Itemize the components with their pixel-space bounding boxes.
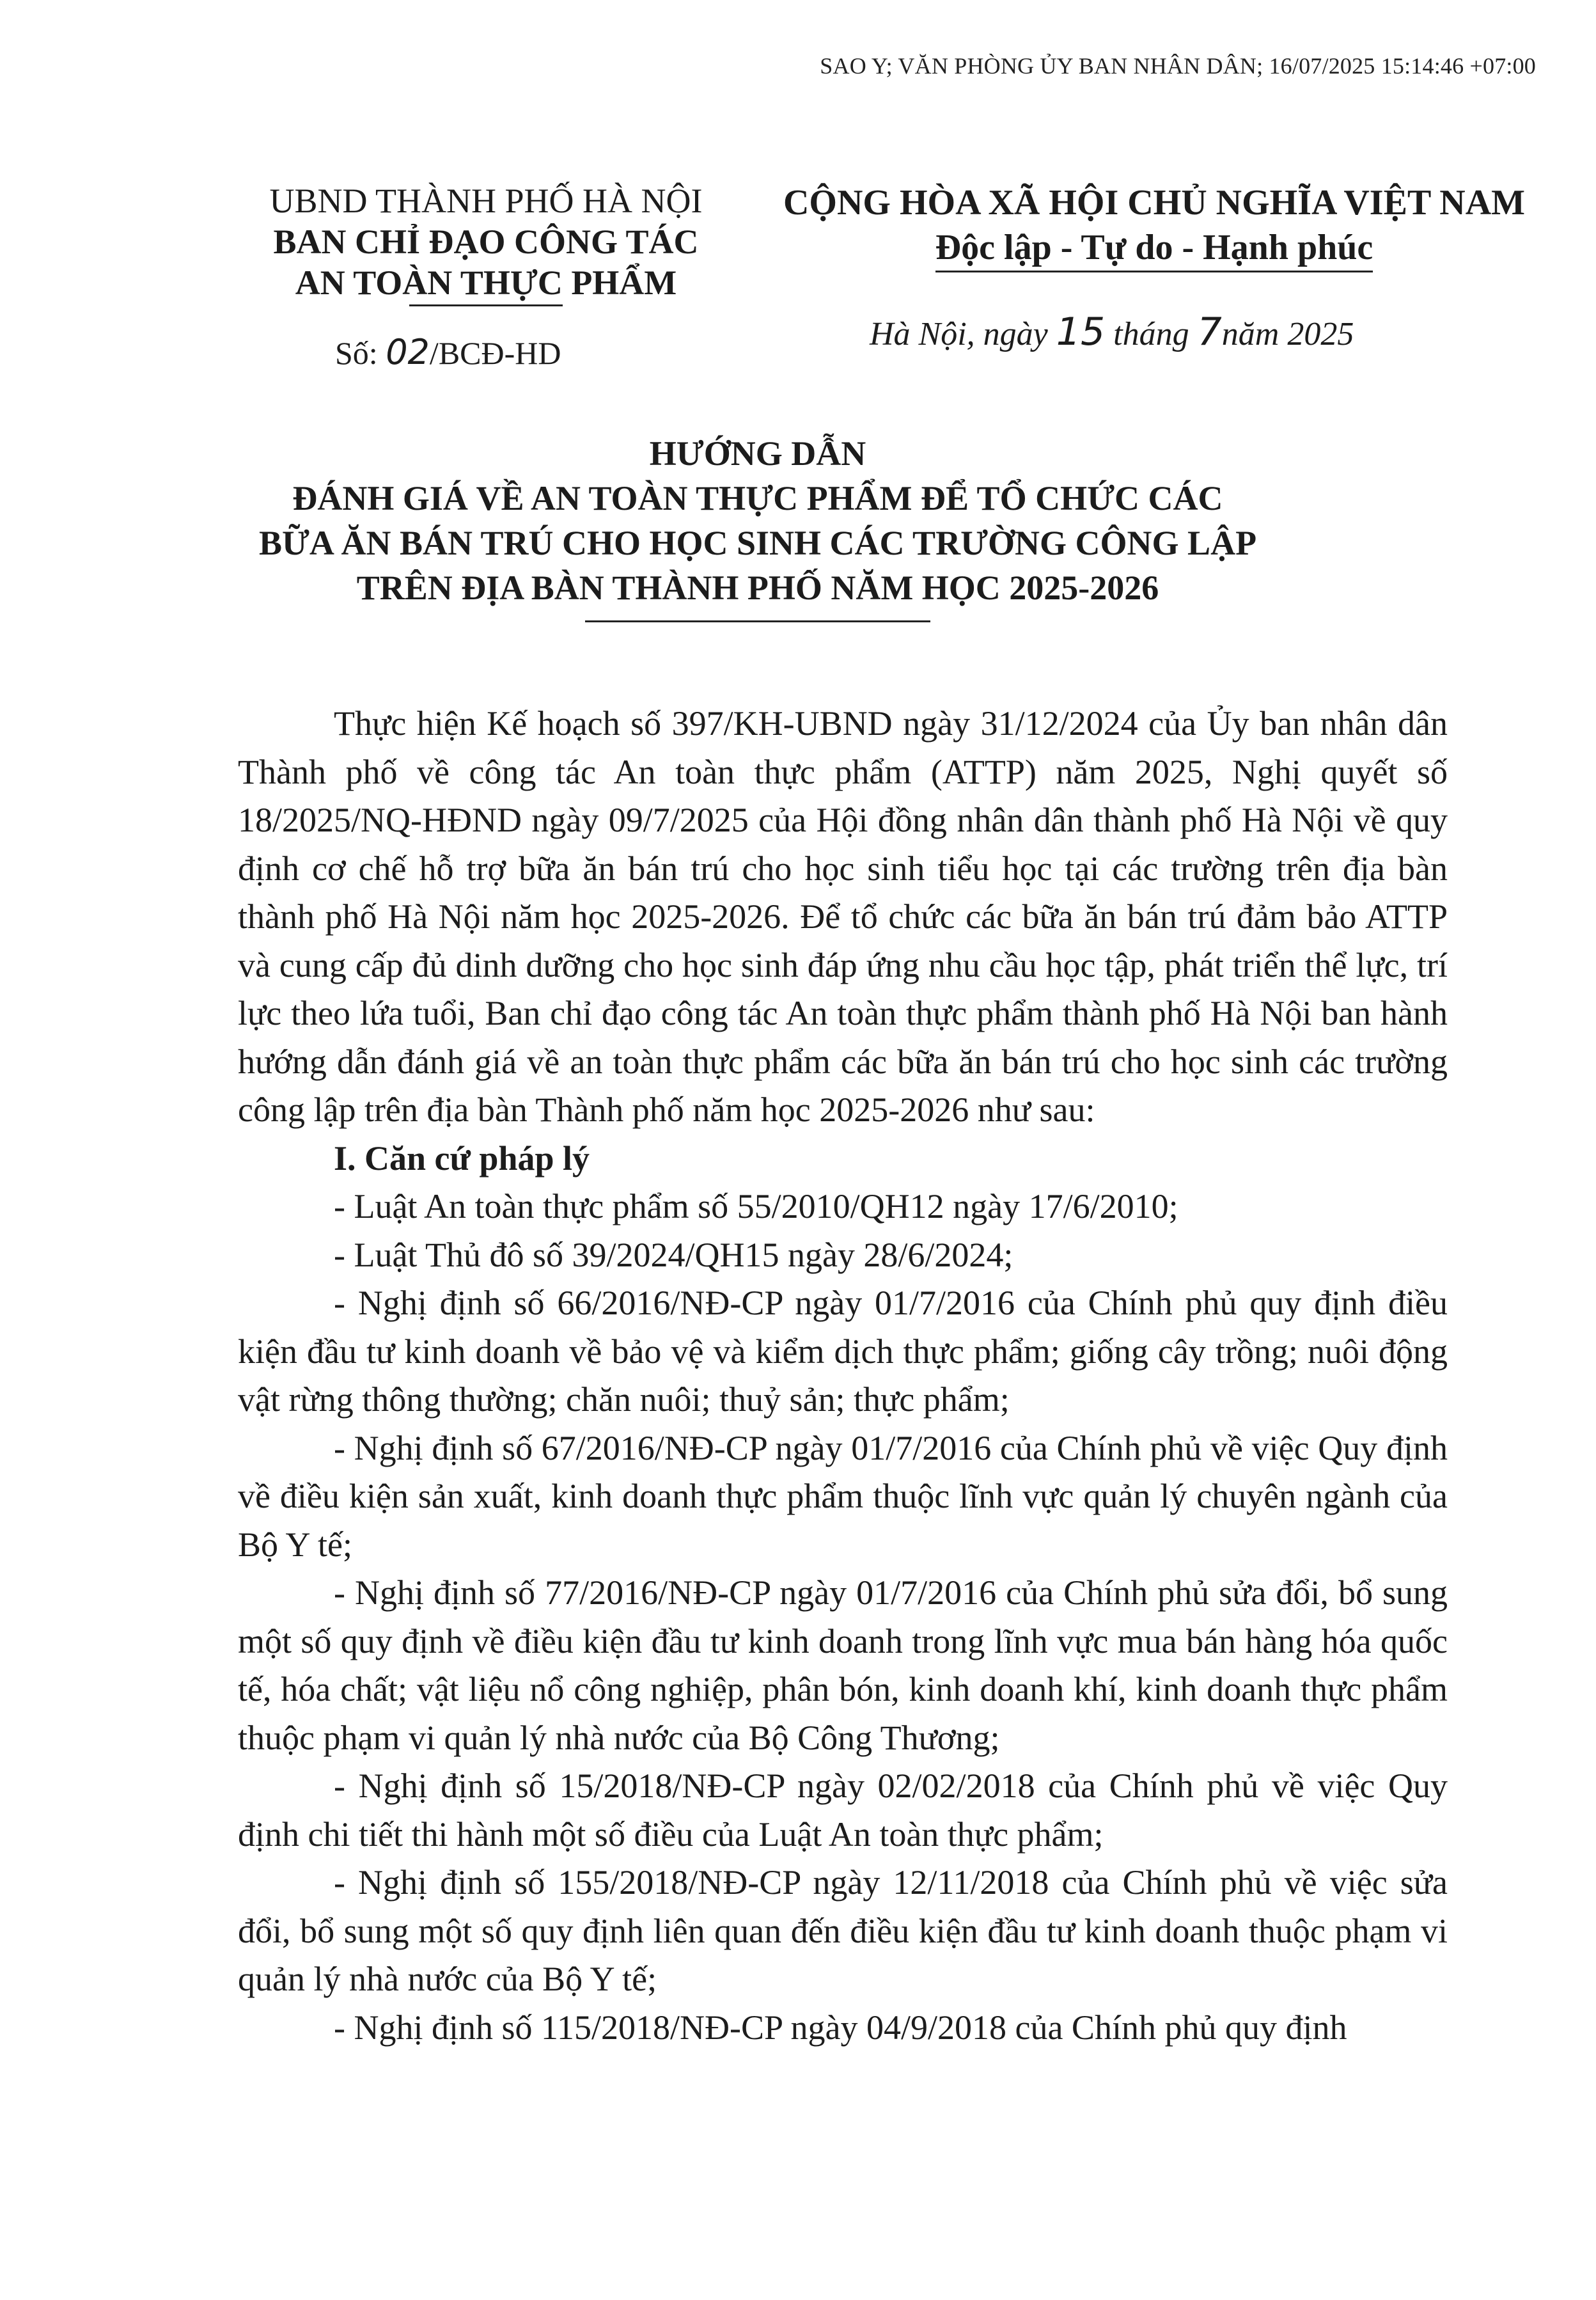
legal-basis-item: - Nghị định số 155/2018/NĐ-CP ngày 12/11/2018 của Chính phủ về việc sửa đổi, bổ sung một số quy định liên quan đến điều kiện đầu tư kinh doanh thuộc phạm vi quản lý nhà nước của Bộ Y tế; [238,1863,1448,1998]
country-name: CỘNG HÒA XÃ HỘI CHỦ NGHĨA VIỆT NAM [783,183,1526,223]
issuing-authority-block [243,180,729,374]
committee-name-line2: AN TOÀN THỰC PHẨM [295,264,677,302]
document-number-label: Số: [335,335,378,371]
national-header-block [780,180,1528,272]
title-line2: ĐÁNH GIÁ VỀ AN TOÀN THỰC PHẨM ĐỂ TỔ CHỨC CÁC [292,479,1223,517]
document-body [238,700,1448,2052]
legal-basis-item: - Luật An toàn thực phẩm số 55/2010/QH12 ngày 17/6/2010; [334,1187,1178,1225]
legal-basis-item: - Nghị định số 15/2018/NĐ-CP ngày 02/02/2018 của Chính phủ về việc Quy định chi tiết thi hành một số điều của Luật An toàn thực phẩm; [238,1767,1448,1854]
title-line3: BỮA ĂN BÁN TRÚ CHO HỌC SINH CÁC TRƯỜNG CÔNG LẬP [258,524,1257,562]
legal-basis-item: - Nghị định số 66/2016/NĐ-CP ngày 01/7/2016 của Chính phủ quy định điều kiện đầu tư kinh doanh về bảo vệ và kiểm dịch thực phẩm; giống cây trồng; nuôi động vật rừng thông thường; chăn nuôi; thuỷ sản; thực phẩm; [238,1284,1448,1419]
date-day: 15 [1056,310,1106,354]
issue-date [870,310,1509,354]
document-number-value: 02 [386,332,430,372]
title-line1: HƯỚNG DẪN [649,434,866,473]
title-line4: TRÊN ĐỊA BÀN THÀNH PHỐ NĂM HỌC 2025-2026 [356,569,1159,607]
date-year: năm 2025 [1221,316,1354,352]
section-heading: I. Căn cứ pháp lý [334,1138,590,1178]
legal-basis-item: - Luật Thủ đô số 39/2024/QH15 ngày 28/6/2024; [334,1235,1013,1274]
intro-paragraph: Thực hiện Kế hoạch số 397/KH-UBND ngày 31/12/2024 của Ủy ban nhân dân Thành phố về công tác An toàn thực phẩm (ATTP) năm 2025, Nghị quyết số 18/2025/NQ-HĐND ngày 09/7/2025 của Hội đồng nhân dân thành phố Hà Nội về quy định cơ chế hỗ trợ bữa ăn bán trú cho học sinh tiểu học tại các trường trên địa bàn thành phố Hà Nội năm học 2025-2026. Để tổ chức các bữa ăn bán trú đảm bảo ATTP và cung cấp đủ dinh dưỡng cho học sinh đáp ứng nhu cầu học tập, phát triển thể lực, trí lực theo lứa tuổi, Ban chỉ đạo công tác An toàn thực phẩm thành phố Hà Nội ban hành hướng dẫn đánh giá về an toàn thực phẩm các bữa ăn bán trú cho học sinh các trường công lập trên địa bàn Thành phố năm học 2025-2026 như sau: [238,704,1448,1129]
national-motto: Độc lập - Tự do - Hạnh phúc [935,227,1373,272]
digital-copy-stamp: SAO Y; VĂN PHÒNG ỦY BAN NHÂN DÂN; 16/07/2025 15:14:46 +07:00 [820,53,1536,79]
date-month: 7 [1197,310,1222,354]
document-title [192,431,1324,622]
date-prefix: Hà Nội, ngày [870,316,1048,352]
date-month-label: tháng [1113,316,1189,352]
document-number-suffix: /BCĐ-HD [429,335,561,371]
document-number [243,332,729,374]
authority-underline [409,304,563,306]
legal-basis-item: - Nghị định số 115/2018/NĐ-CP ngày 04/9/2018 của Chính phủ quy định [334,2008,1347,2047]
legal-basis-item: - Nghị định số 67/2016/NĐ-CP ngày 01/7/2016 của Chính phủ về việc Quy định về điều kiện sản xuất, kinh doanh thực phẩm thuộc lĩnh vực quản lý chuyên ngành của Bộ Y tế; [238,1428,1448,1564]
legal-basis-item: - Nghị định số 77/2016/NĐ-CP ngày 01/7/2016 của Chính phủ sửa đổi, bổ sung một số quy định về điều kiện đầu tư kinh doanh trong lĩnh vực mua bán hàng hóa quốc tế, hóa chất; vật liệu nổ công nghiệp, phân bón, kinh doanh khí, kinh doanh thực phẩm thuộc phạm vi quản lý nhà nước của Bộ Công Thương; [238,1573,1448,1757]
committee-name-line1: BAN CHỈ ĐẠO CÔNG TÁC [273,223,699,261]
authority-name: UBND THÀNH PHỐ HÀ NỘI [269,182,703,220]
title-underline [585,620,930,622]
